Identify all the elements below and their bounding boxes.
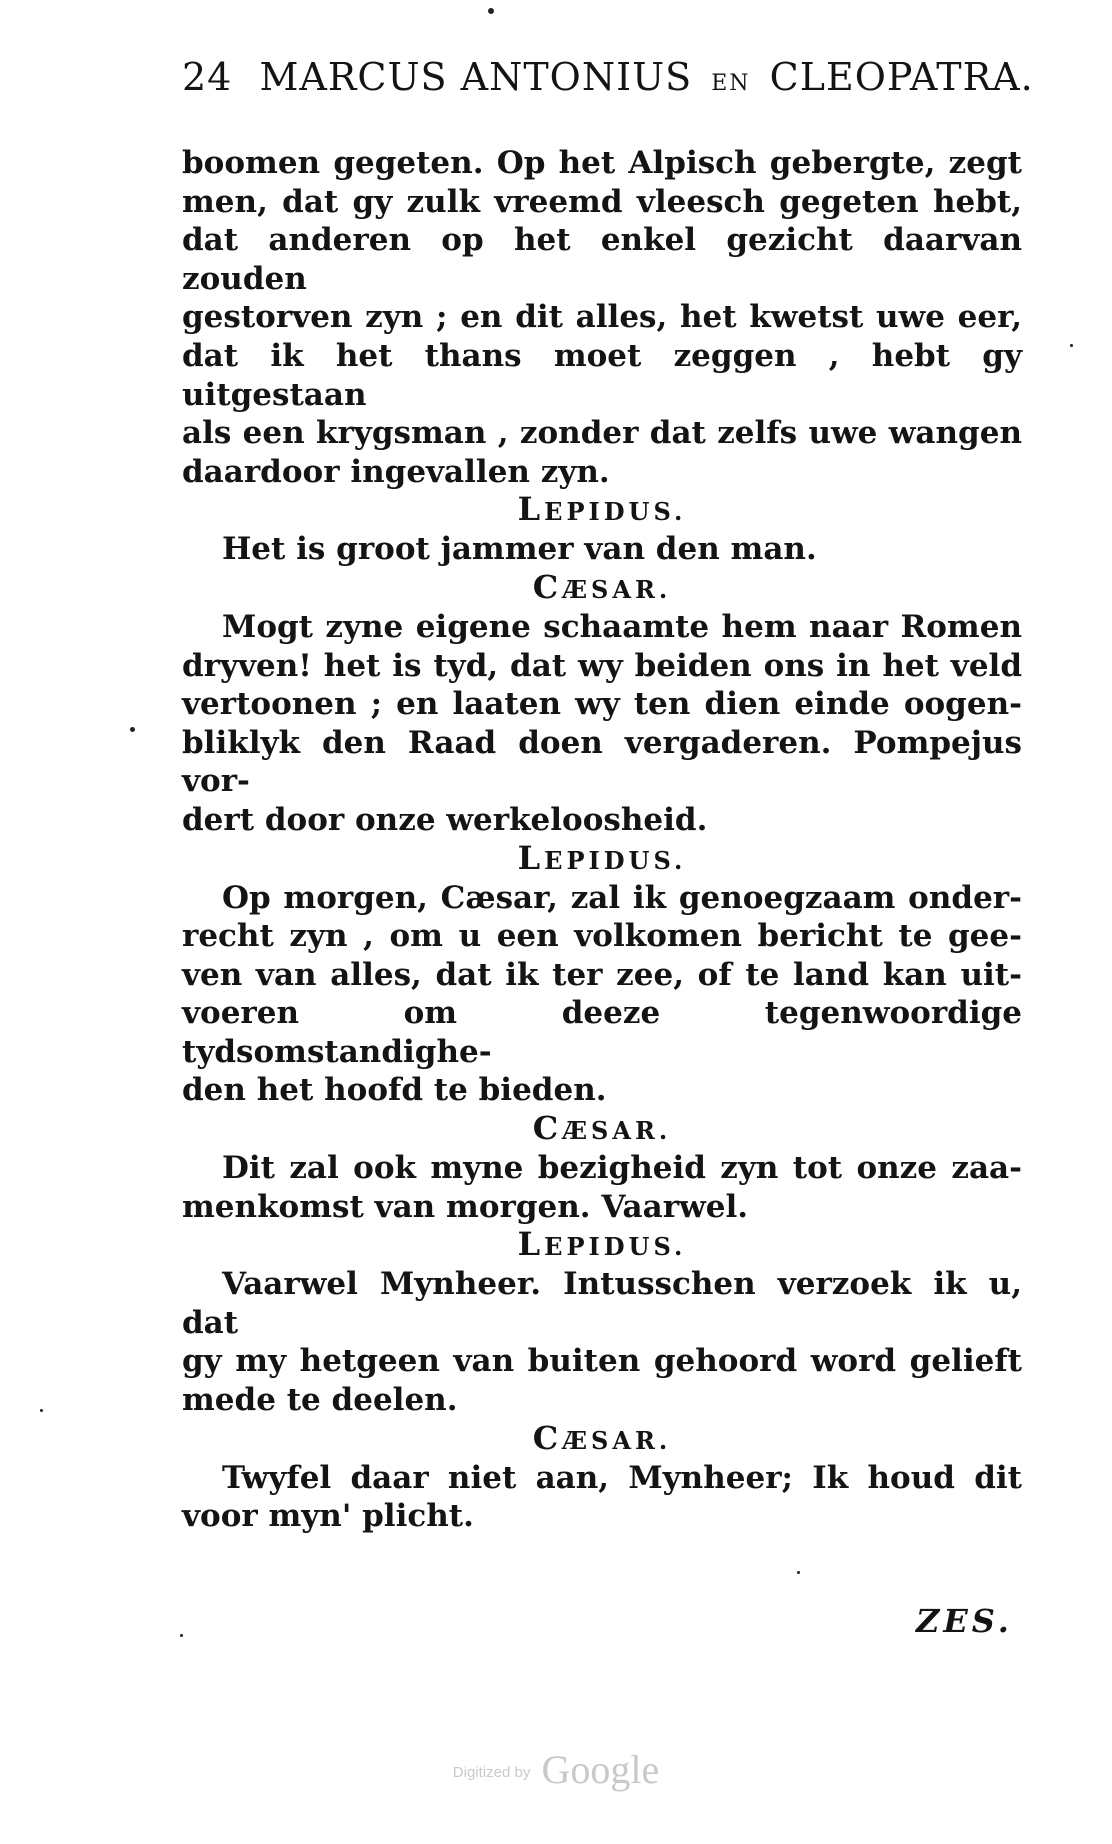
text-line: vertoonen ; en laaten wy ten dien einde oogen- [182, 686, 1022, 723]
text-line: dat anderen op het enkel gezicht daarvan zouden [182, 222, 1022, 297]
speech-paragraph [182, 1459, 1022, 1536]
text-line: dert door onze werkeloosheid. [182, 801, 708, 838]
speech-paragraph [182, 879, 1022, 1111]
text-line: recht zyn , om u een volkomen bericht te gee- [182, 918, 1022, 955]
text-line: voeren om deeze tegenwoordige tydsomstandighe- [182, 995, 1022, 1070]
running-head [182, 52, 1034, 109]
text-line: boomen gegeten. Op het Alpisch gebergte, zegt [182, 145, 1022, 181]
header-title-part2: CLEOPATRA. [769, 55, 1034, 99]
page-number: 24 [182, 55, 233, 99]
text-line: gy my hetgeen van buiten gehoord word gelieft [182, 1343, 1022, 1380]
text-line: Vaarwel Mynheer. Intusschen verzoek ik u, dat [182, 1266, 1022, 1341]
text-line: dryven! het is tyd, dat wy beiden ons in het veld [182, 647, 1022, 684]
speaker-heading: CÆSAR. [532, 1109, 672, 1148]
watermark-logo: Google [541, 1747, 660, 1792]
text-line: Twyfel daar niet aan, Mynheer; Ik houd dit [222, 1459, 1022, 1496]
text-line: bliklyk den Raad doen vergaderen. Pompejus vor- [182, 724, 1022, 800]
text-line: dat ik het thans moet zeggen , hebt gy uitgestaan [182, 337, 1022, 413]
text-line: ven van alles, dat ik ter zee, of te land kan uit- [182, 956, 1022, 993]
text-line: men, dat gy zulk vreemd vleesch gegeten hebt, [182, 183, 1022, 220]
text-line: mede te deelen. [182, 1382, 458, 1419]
text-line: voor myn' plicht. [182, 1498, 474, 1535]
scan-speck [797, 1571, 800, 1574]
text-line: Het is groot jammer van den man. [222, 531, 817, 568]
header-title-conjunction: EN [711, 71, 751, 96]
text-line: den het hoofd te bieden. [182, 1072, 607, 1109]
text-line: gestorven zyn ; en dit alles, het kwetst uwe eer, [182, 299, 1022, 336]
text-line: menkomst van morgen. Vaarwel. [182, 1188, 749, 1225]
speaker-heading: LEPIDUS. [517, 490, 687, 529]
text-line: Op morgen, Cæsar, zal ik genoegzaam onder- [222, 879, 1022, 916]
body-text [182, 144, 1022, 1536]
speech-paragraph [182, 1149, 1022, 1226]
scan-speck [40, 1409, 43, 1412]
speech-paragraph [182, 530, 1022, 569]
speech-continuation [182, 144, 1022, 491]
text-line: daardoor ingevallen zyn. [182, 453, 610, 490]
speaker-heading: CÆSAR. [532, 567, 672, 606]
text-line: Mogt zyne eigene schaamte hem naar Romen [222, 608, 1022, 645]
scan-speck [130, 727, 135, 732]
scan-speck [1070, 344, 1073, 347]
watermark-prefix: Digitized by [452, 1764, 531, 1781]
catchword: ZES. [916, 1602, 1013, 1640]
text-line: Dit zal ook myne bezigheid zyn tot onze zaa- [222, 1150, 1022, 1187]
digitization-watermark [0, 1746, 1112, 1793]
speech-paragraph [182, 1265, 1022, 1419]
speaker-heading: CÆSAR. [532, 1418, 672, 1457]
scan-speck [180, 1634, 183, 1637]
speaker-heading: LEPIDUS. [517, 1225, 687, 1264]
text-line: als een krygsman , zonder dat zelfs uwe wangen [182, 415, 1022, 452]
header-title-part1: MARCUS ANTONIUS [259, 55, 693, 99]
scan-speck [488, 8, 494, 14]
speaker-heading: LEPIDUS. [517, 838, 687, 877]
speech-paragraph [182, 608, 1022, 840]
